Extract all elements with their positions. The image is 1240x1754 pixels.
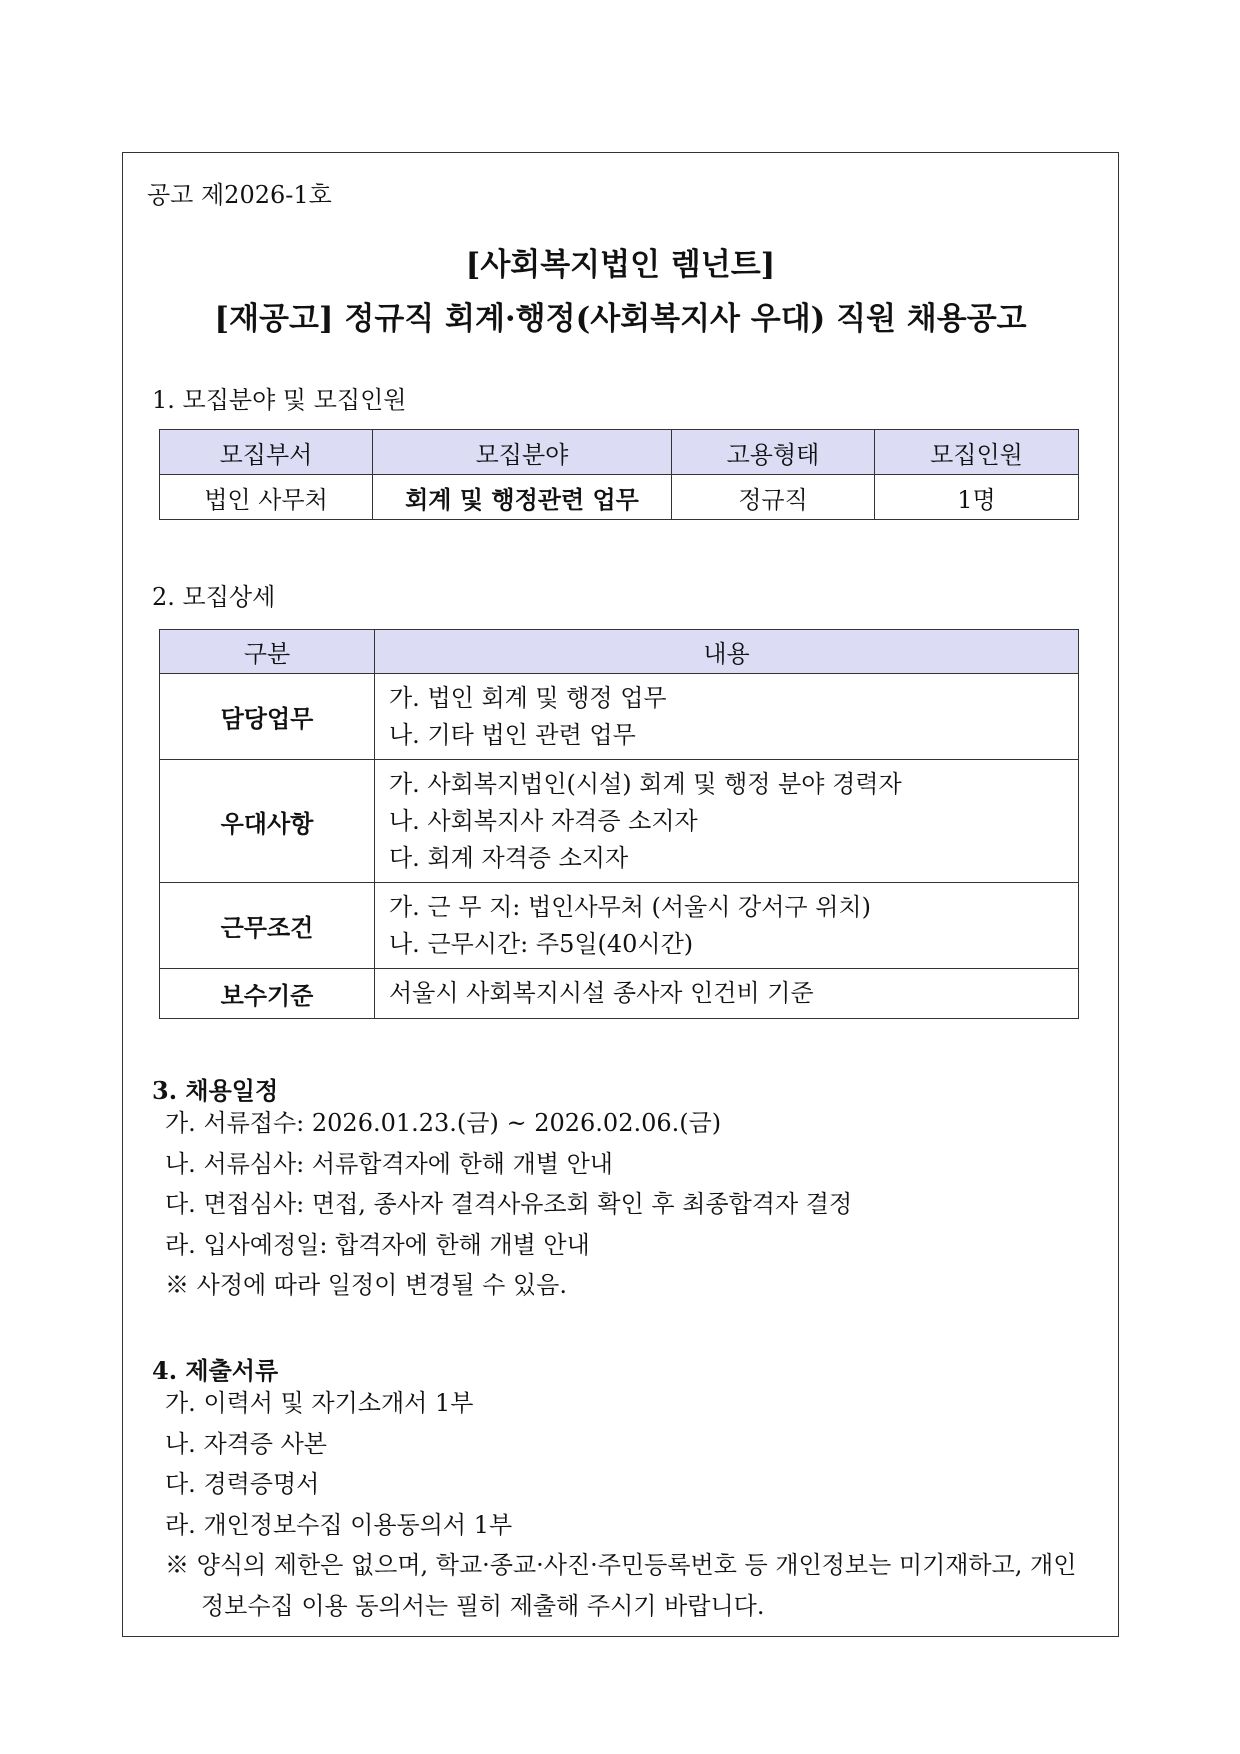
section1-heading: 1. 모집분야 및 모집인원 <box>152 386 407 414</box>
table-row <box>160 760 1079 883</box>
cell-department: 법인 사무처 <box>160 475 373 520</box>
list-item: 가. 서류접수: 2026.01.23.(금) ~ 2026.02.06.(금) <box>165 1109 722 1137</box>
header-category: 구분 <box>160 630 375 674</box>
list-item: 가. 이력서 및 자기소개서 1부 <box>165 1389 474 1417</box>
header-department: 모집부서 <box>160 430 373 475</box>
list-item: 서울시 사회복지시설 종사자 인건비 기준 <box>389 979 814 1007</box>
list-item: 라. 개인정보수집 이용동의서 1부 <box>165 1510 513 1539</box>
table-row <box>160 969 1079 1019</box>
notice-number: 공고 제2026-1호 <box>147 181 332 209</box>
documents-list <box>165 1383 1081 1626</box>
title-announcement: [재공고] 정규직 회계·행정(사회복지사 우대) 직원 채용공고 <box>214 301 1027 337</box>
row-label-preferences: 우대사항 <box>160 760 375 883</box>
table-row <box>160 475 1079 520</box>
list-item: 라. 입사예정일: 합격자에 한해 개별 안내 <box>165 1230 590 1259</box>
list-item: 다. 회계 자격증 소지자 <box>389 843 629 872</box>
header-employment-type: 고용형태 <box>672 430 875 475</box>
row-content-duties <box>375 674 1079 760</box>
list-item: 다. 경력증명서 <box>165 1470 320 1498</box>
list-item: 나. 자격증 사본 <box>165 1429 327 1458</box>
row-label-duties: 담당업무 <box>160 674 375 760</box>
cell-headcount: 1명 <box>875 475 1079 520</box>
header-field: 모집분야 <box>373 430 672 475</box>
row-label-salary: 보수기준 <box>160 969 375 1019</box>
row-label-conditions: 근무조건 <box>160 883 375 969</box>
schedule-list <box>165 1103 852 1306</box>
list-item: 가. 근 무 지: 법인사무처 (서울시 강서구 위치) <box>389 892 871 921</box>
list-item: 나. 사회복지사 자격증 소지자 <box>389 806 698 835</box>
header-headcount: 모집인원 <box>875 430 1079 475</box>
row-content-salary <box>375 969 1079 1019</box>
title-organization: [사회복지법인 렘넌트] <box>465 247 776 283</box>
cell-employment-type: 정규직 <box>672 475 875 520</box>
table-row <box>160 674 1079 760</box>
notice-frame <box>122 152 1119 1637</box>
recruit-table-header <box>160 430 1079 475</box>
section2-heading: 2. 모집상세 <box>152 583 276 611</box>
documents-note: ※ 양식의 제한은 없으며, 학교·종교·사진·주민등록번호 등 개인정보는 미기재하고, 개인정보수집 이용 동의서는 필히 제출해 주시기 바랍니다. <box>165 1551 1077 1620</box>
detail-table <box>159 629 1079 1019</box>
list-item: 가. 법인 회계 및 행정 업무 <box>389 683 667 712</box>
cell-field: 회계 및 행정관련 업무 <box>373 475 672 520</box>
row-content-preferences <box>375 760 1079 883</box>
section4-heading: 4. 제출서류 <box>152 1356 279 1385</box>
detail-table-header <box>160 630 1079 674</box>
list-item: 나. 서류심사: 서류합격자에 한해 개별 안내 <box>165 1149 613 1178</box>
list-item: ※ 사정에 따라 일정이 변경될 수 있음. <box>165 1271 567 1299</box>
recruit-table <box>159 429 1079 520</box>
section3-heading: 3. 채용일정 <box>152 1076 279 1105</box>
list-item: 가. 사회복지법인(시설) 회계 및 행정 분야 경력자 <box>389 769 902 798</box>
list-item: 다. 면접심사: 면접, 종사자 결격사유조회 확인 후 최종합격자 결정 <box>165 1190 853 1218</box>
list-item: 나. 근무시간: 주5일(40시간) <box>389 929 694 958</box>
row-content-conditions <box>375 883 1079 969</box>
table-row <box>160 883 1079 969</box>
list-item: 나. 기타 법인 관련 업무 <box>389 720 636 749</box>
header-content: 내용 <box>375 630 1079 674</box>
